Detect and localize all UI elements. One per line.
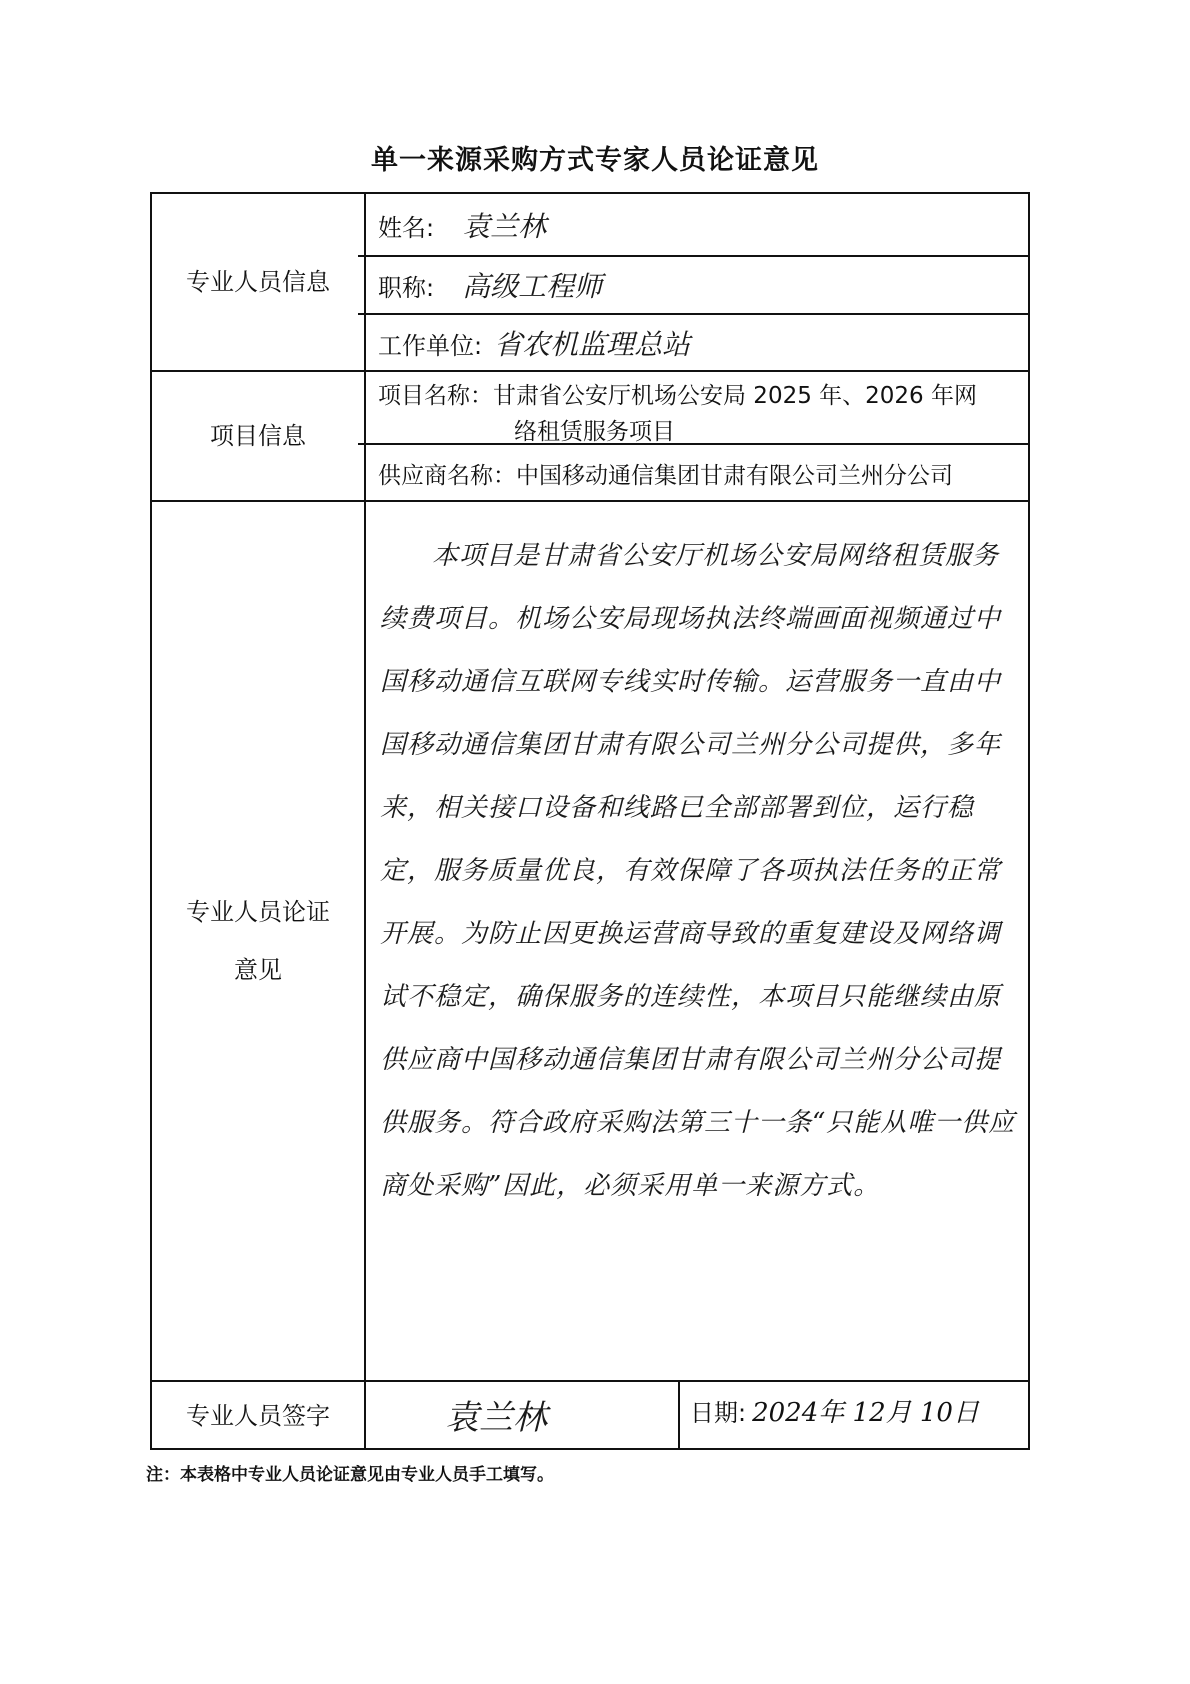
personnel-section-label: 专业人员信息 [186, 268, 330, 296]
signature-handwritten: 袁兰林 [445, 1398, 547, 1438]
name-handwritten: 袁兰林 [462, 210, 547, 243]
column-divider [678, 1380, 680, 1450]
job-title-handwritten: 高级工程师 [462, 270, 603, 303]
name-label: 姓名: [378, 213, 435, 242]
work-unit-field [378, 315, 690, 371]
work-unit-label: 工作单位: [378, 331, 483, 360]
project-section-label: 项目信息 [210, 422, 306, 450]
opinion-handwritten-text: 本项目是甘肃省公安厅机场公安局网络租赁服务续费项目。机场公安局现场执法终端画面视频通过中国移动通信互联网专线实时传输。运营服务一直由中国移动通信集团甘肃有限公司兰州分公司提供，多年来，相关接口设备和线路已全部部署到位，运行稳定，服务质量优良，有效保障了各项执法任务的正常开展。为防止因更换运营商导致的重复建设及网络调试不稳定，确保服务的连续性，本项目只能继续由原供应商中国移动通信集团甘肃有限公司兰州分公司提供服务。符合政府采购法第三十一条“只能从唯一供应商处采购”因此，必须采用单一来源方式。 [380, 541, 1016, 1201]
footnote: 注：本表格中专业人员论证意见由专业人员手工填写。 [146, 1465, 554, 1485]
project-name [378, 378, 1023, 450]
column-divider [364, 192, 366, 1450]
date-handwritten: 2024年 12月 10日 [752, 1398, 979, 1428]
work-unit-handwritten: 省农机监理总站 [494, 328, 691, 361]
signature-label: 专业人员签字 [186, 1402, 330, 1430]
project-name-line2: 络租赁服务项目 [514, 419, 675, 445]
document-title: 单一来源采购方式专家人员论证意见 [371, 145, 819, 176]
supplier-name: 供应商名称：中国移动通信集团甘肃有限公司兰州分公司 [378, 462, 953, 489]
opinion-section-label: 专业人员论证 意见 [186, 898, 330, 984]
date-field [690, 1392, 979, 1429]
name-field [378, 196, 546, 254]
job-title-label: 职称: [378, 273, 435, 302]
date-label: 日期: [690, 1399, 747, 1427]
project-name-line1: 项目名称：甘肃省公安厅机场公安局 2025 年、2026 年网 [378, 383, 977, 409]
job-title-field [378, 257, 602, 313]
